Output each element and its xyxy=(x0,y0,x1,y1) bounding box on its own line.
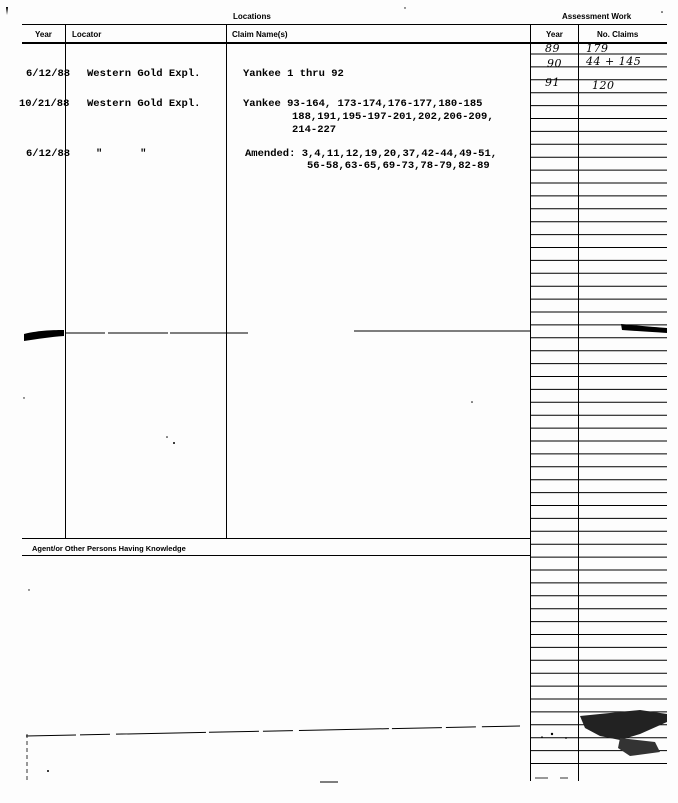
entry-2-claims-line-2: 188,191,195-197-201,202,206-209, xyxy=(292,111,494,123)
aw-claims-3: 120 xyxy=(592,79,615,92)
entry-2-date: 10/21/88 xyxy=(19,98,70,110)
entry-1-claims-line-1: Yankee 1 thru 92 xyxy=(243,68,344,80)
entry-3-claims-line-2: 56-58,63-65,69-73,78-79,82-89 xyxy=(307,160,490,172)
entry-2-locator: Western Gold Expl. xyxy=(87,98,201,110)
locations-heading: Locations xyxy=(233,12,271,21)
year-column-header: Year xyxy=(35,30,52,39)
aw-claims-2: 44 + 145 xyxy=(586,55,642,68)
agent-section-label: Agent/or Other Persons Having Knowledge xyxy=(32,544,186,553)
aw-year-3: 91 xyxy=(545,76,560,89)
entry-2-claims-line-1: Yankee 93-164, 173-174,176-177,180-185 xyxy=(243,98,483,110)
claim-names-column-header: Claim Name(s) xyxy=(232,30,288,39)
entry-1-locator: Western Gold Expl. xyxy=(87,68,201,80)
entry-3-claims-line-1: Amended: 3,4,11,12,19,20,37,42-44,49-51, xyxy=(245,148,498,160)
aw-year-1: 89 xyxy=(545,42,560,55)
entry-3-locator-ditto: " " xyxy=(96,148,147,160)
assessment-work-heading: Assessment Work xyxy=(562,12,632,21)
entry-2-claims-line-3: 214-227 xyxy=(292,124,337,136)
locator-column-header: Locator xyxy=(72,30,102,39)
aw-claims-column-header: No. Claims xyxy=(597,30,639,39)
aw-claims-1: 179 xyxy=(586,42,609,55)
entry-3-date: 6/12/88 xyxy=(26,148,71,160)
aw-year-column-header: Year xyxy=(546,30,563,39)
entry-1-date: 6/12/88 xyxy=(26,68,71,80)
aw-year-2: 90 xyxy=(547,57,562,70)
